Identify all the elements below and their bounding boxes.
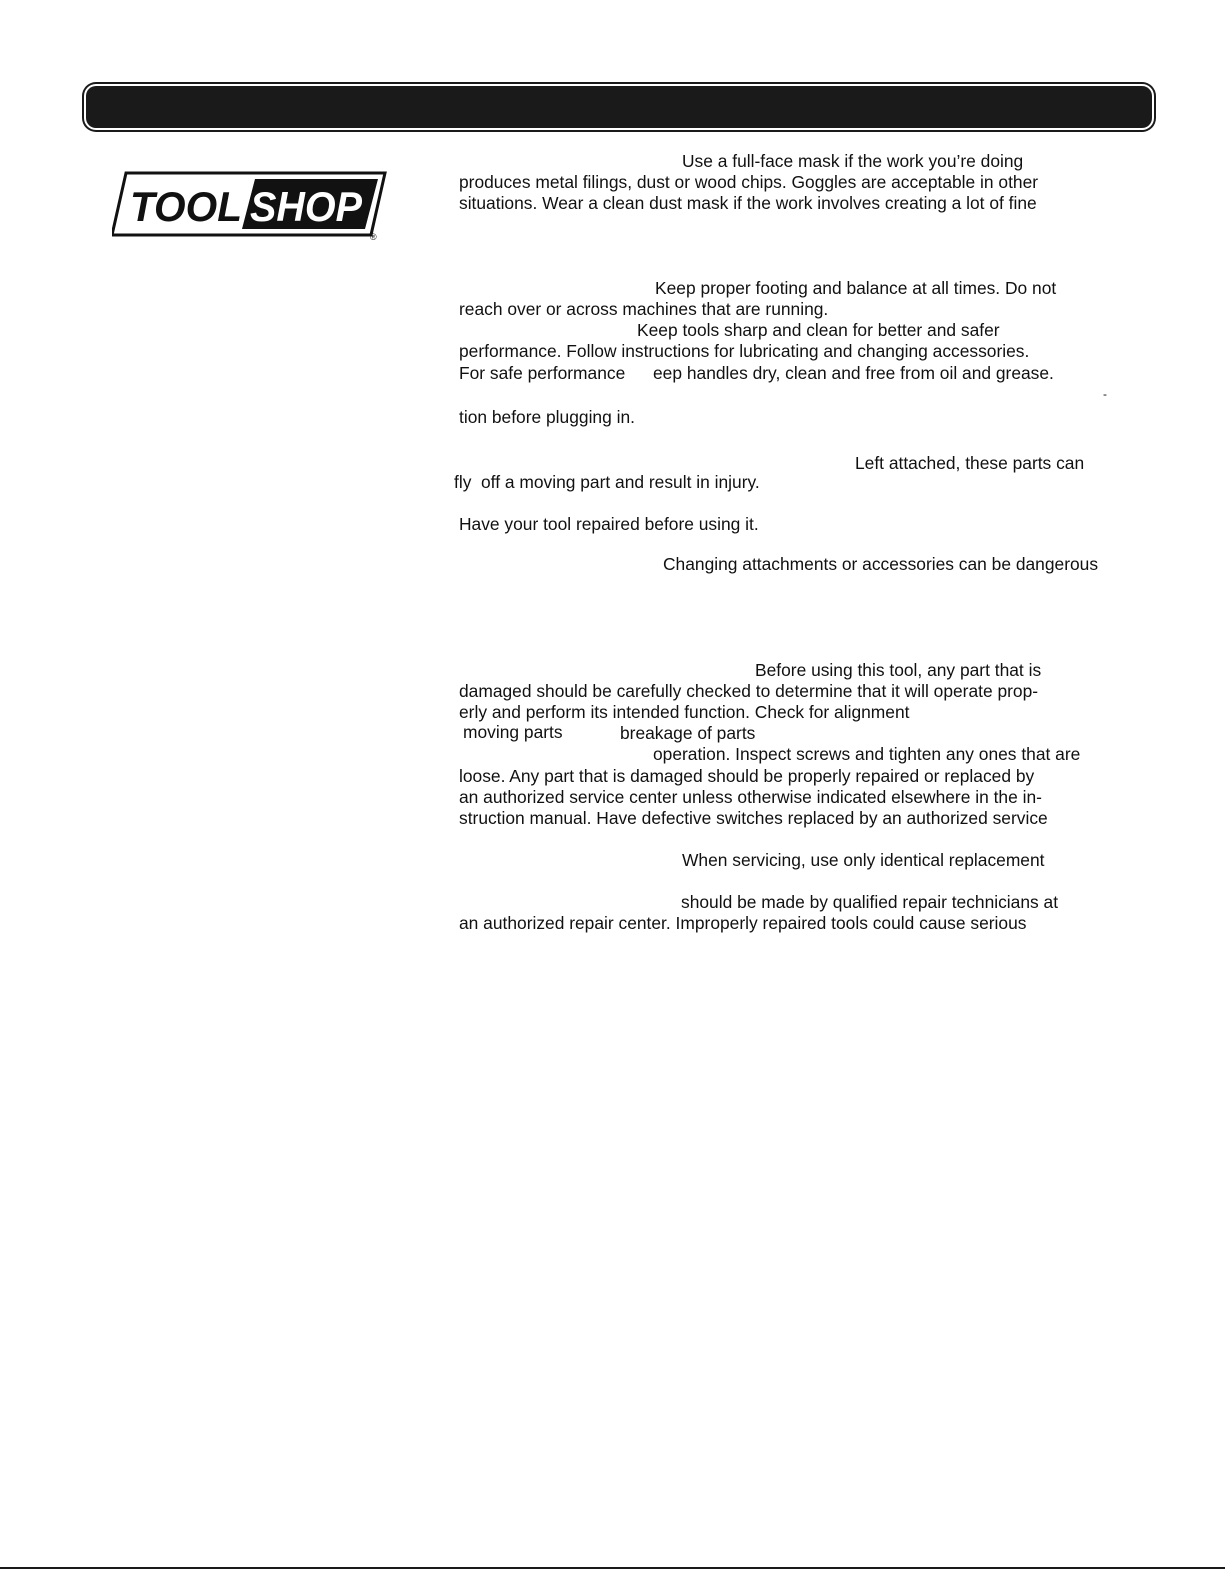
text-line: Use a full-face mask if the work you’re doing: [682, 151, 1024, 171]
text-line: erly and perform its intended function. Check for alignment: [459, 702, 910, 722]
text-line: struction manual. Have defective switches replaced by an authorized service: [459, 808, 1048, 828]
text-line: tion before plugging in.: [459, 407, 635, 427]
text-line: Changing attachments or accessories can be dangerous: [663, 554, 1099, 574]
registered-mark: ®: [370, 232, 377, 242]
logo-text-right: SHOP: [250, 183, 363, 230]
text-line: Keep tools sharp and clean for better and safer: [637, 320, 1000, 340]
text-line: eep handles dry, clean and free from oil and grease.: [653, 363, 1054, 383]
tool-shop-logo: [112, 170, 392, 242]
text-line: Before using this tool, any part that is: [755, 660, 1042, 680]
section-header-bar: [86, 86, 1152, 128]
text-line: situations. Wear a clean dust mask if the work involves creating a lot of fine: [459, 193, 1037, 213]
text-line: breakage of parts: [620, 723, 756, 743]
text-line: an authorized repair center. Improperly repaired tools could cause serious: [459, 913, 1027, 933]
text-line: operation. Inspect screws and tighten any ones that are: [653, 744, 1081, 764]
text-line: an authorized service center unless otherwise indicated elsewhere in the in-: [459, 787, 1042, 807]
logo-text-left: TOOL: [130, 183, 242, 230]
text-line: should be made by qualified repair technicians at: [681, 892, 1059, 912]
text-line: Left attached, these parts can: [855, 453, 1085, 473]
text-line: fly: [454, 472, 472, 492]
text-line: -: [1103, 387, 1107, 401]
text-line: For safe performance: [459, 363, 626, 383]
text-line: loose. Any part that is damaged should be properly repaired or replaced by: [459, 766, 1035, 786]
text-line: Keep proper footing and balance at all times. Do not: [655, 278, 1057, 298]
text-line: produces metal filings, dust or wood chips. Goggles are acceptable in other: [459, 172, 1039, 192]
text-line: reach over or across machines that are running.: [459, 299, 829, 319]
text-line: When servicing, use only identical replacement: [682, 850, 1045, 870]
text-line: performance. Follow instructions for lubricating and changing accessories.: [459, 341, 1030, 361]
text-line: moving parts: [463, 722, 563, 742]
page-bottom-rule: [0, 1567, 1225, 1569]
text-line: damaged should be carefully checked to determine that it will operate prop-: [459, 681, 1039, 701]
text-line: Have your tool repaired before using it.: [459, 514, 759, 534]
text-line: off a moving part and result in injury.: [481, 472, 760, 492]
